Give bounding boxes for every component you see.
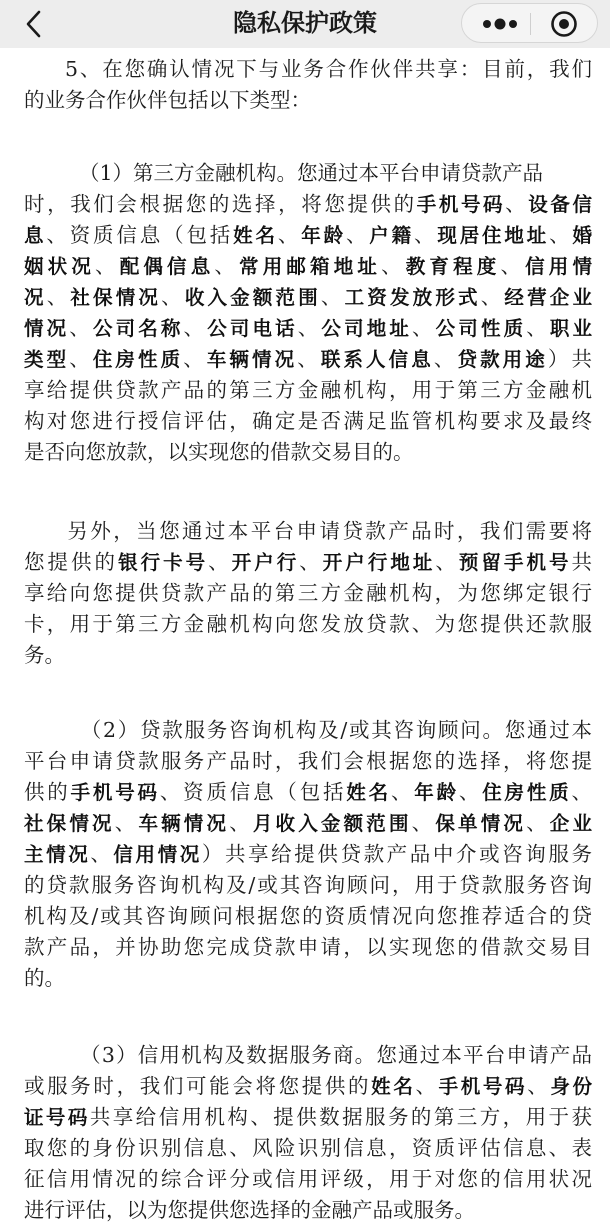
more-dots-icon[interactable] <box>482 16 518 32</box>
target-close-icon[interactable] <box>550 10 578 38</box>
intro-paragraph: 5、在您确认情况下与业务合作伙伴共享：目前，我们 的业务合作伙伴包括以下类型： <box>24 57 592 112</box>
section-loan-consulting: （2）贷款服务咨询机构及/或其咨询顾问。您通过本 平台申请贷款服务产品时，我们会根据您的选择，将您提 供的手机号码、资质信息（包括姓名、年龄、住房性质、 社保情况、车辆情况、月收入金额范围、保单情况、企业 主情况、信用情况）共享给提供贷款产品中介或咨询服务 的贷款服务咨询机构及/或其咨询顾问，用于贷款服务咨询 机构及/或其咨询顾问根据您的资质情况向您推荐适合的贷 款产品，并协助您完成贷款申请，以实现您的借款交易目 的。 <box>24 718 592 990</box>
section-financial-institutions: （1）第三方金融机构。您通过本平台申请贷款产品 时，我们会根据您的选择，将您提供的手机号码、设备信 息、资质信息（包括姓名、年龄、户籍、现居住地址、婚 姻状况、配偶信息、常用邮箱地址、教育程度、信用情 况、社保情况、收入金额范围、工资发放形式、经营企业 情况、公司名称、公司电话、公司地址、公司性质、职业 类型、住房性质、车辆情况、联系人信息、贷款用途）共 享给提供贷款产品的第三方金融机构，用于第三方金融机 构对您进行授信评估，确定是否满足监管机构要求及最终 是否向您放款，以实现您的借款交易目的。 <box>24 161 593 464</box>
page-title: 隐私保护政策 <box>233 9 377 37</box>
section-credit-data-providers: （3）信用机构及数据服务商。您通过本平台申请产品 或服务时，我们可能会将您提供的姓名、手机号码、身份 证号码共享给信用机构、提供数据服务的第三方，用于获 取您的身份识别信息、风险识别信息，资质评估信息、表 征信用情况的综合评分或信用评级，用于对您的信用状况 进行评估，以为您提供您选择的金融产品或服务。 <box>24 1043 593 1222</box>
capsule-divider <box>530 13 531 35</box>
section-bank-card-sharing: 另外，当您通过本平台申请贷款产品时，我们需要将 您提供的银行卡号、开户行、开户行地址、预留手机号共 享给向您提供贷款产品的第三方金融机构，为您绑定银行 卡，用于第三方金融机构向您发放贷款、为您提供还款服 务。 <box>24 519 592 667</box>
mini-program-capsule <box>461 3 598 43</box>
navigation-bar <box>0 0 610 48</box>
